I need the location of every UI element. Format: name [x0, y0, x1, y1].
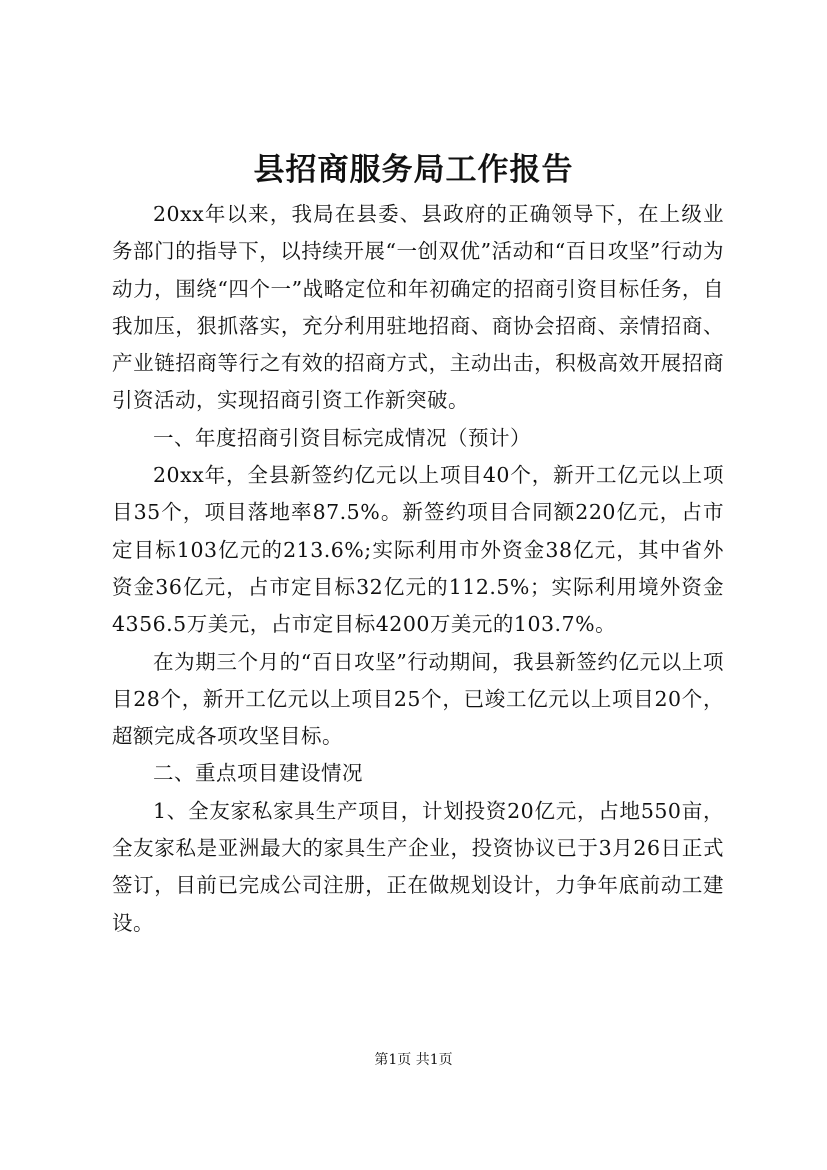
section-heading-1: 一、年度招商引资目标完成情况（预计）: [153, 425, 531, 450]
document-title: 县招商服务局工作报告: [253, 152, 574, 188]
paragraph-annual-results: 20xx年，全县新签约亿元以上项目40个，新开工亿元以上项目35个，项目落地率87.5%。新签约项目合同额220亿元，占市定目标103亿元的213.6%;实际利用市外资金38亿元，其中省外资金36亿元，占市定目标32亿元的112.5%；实际利用境外资金4356.5万美元，占市定目标4200万美元的103.7%。: [112, 463, 724, 637]
section-heading-2: 二、重点项目建设情况: [153, 761, 363, 786]
page-footer: 第1页 共1页: [374, 1052, 453, 1068]
paragraph-project-1: 1、全友家私家具生产项目，计划投资20亿元，占地550亩，全友家私是亚洲最大的家具生产企业，投资协议已于3月26日正式签订，目前已完成公司注册，正在做规划设计，力争年底前动工建设。: [112, 798, 724, 935]
paragraph-intro: 20xx年以来，我局在县委、县政府的正确领导下，在上级业务部门的指导下，以持续开展“一创双优”活动和“百日攻坚”行动为动力，围绕“四个一”战略定位和年初确定的招商引资目标任务，自我加压，狠抓落实，充分利用驻地招商、商协会招商、亲情招商、产业链招商等行之有效的招商方式，主动出击，积极高效开展招商引资活动，实现招商引资工作新突破。: [112, 202, 724, 413]
paragraph-hundred-days: 在为期三个月的“百日攻坚”行动期间，我县新签约亿元以上项目28个，新开工亿元以上项目25个，已竣工亿元以上项目20个，超额完成各项攻坚目标。: [112, 649, 724, 749]
document-body: [112, 196, 724, 942]
